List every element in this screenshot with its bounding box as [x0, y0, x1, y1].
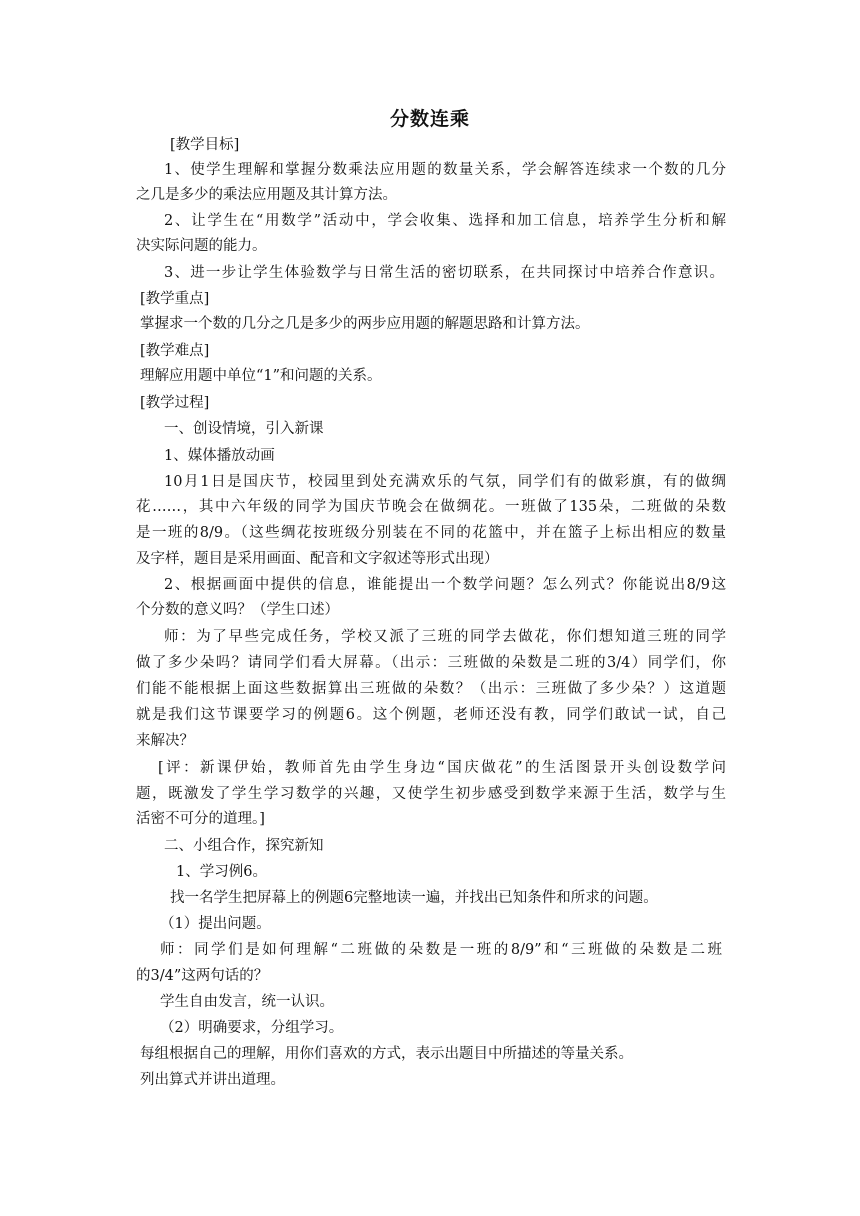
text-line: 的3/4”这两句话的？ [136, 968, 269, 984]
text-line: [教学重点] [140, 291, 210, 307]
text-line: 之几是多少的乘法应用题及其计算方法。 [136, 187, 397, 203]
text-line: 1、使学生理解和掌握分数乘法应用题的数量关系，学会解答连续求一个数的几分 [164, 162, 726, 178]
text-line: 师：为了早些完成任务，学校又派了三班的同学去做花，你们想知道三班的同学 [164, 629, 726, 645]
text-line: 1、媒体播放动画 [164, 448, 275, 464]
text-line: 们能不能根据上面这些数据算出三班做的朵数？（出示：三班做了多少朵？）这道题 [136, 681, 726, 697]
text-line: 个分数的意义吗？（学生口述） [136, 602, 339, 618]
text-line: （1）提出问题。 [160, 916, 271, 932]
text-line: 是一班的8/9。（这些绸花按班级分别装在不同的花篮中，并在篮子上标出相应的数量 [136, 525, 726, 541]
text-line: 活密不可分的道理。] [136, 811, 265, 827]
text-line: [评：新课伊始，教师首先由学生身边“国庆做花”的生活图景开头创设数学问 [158, 760, 726, 776]
text-line: 找一名学生把屏幕上的例题6完整地读一遍，并找出已知条件和所求的问题。 [170, 890, 658, 906]
page-title: 分数连乘 [389, 108, 470, 130]
text-line: [教学目标] [170, 137, 240, 153]
text-line: 学生自由发言，统一认识。 [160, 994, 334, 1010]
text-line: （2）明确要求，分组学习。 [160, 1020, 344, 1036]
text-line: 列出算式并讲出道理。 [140, 1072, 285, 1088]
text-line: 理解应用题中单位“1”和问题的关系。 [140, 368, 382, 384]
text-line: 10月1日是国庆节，校园里到处充满欢乐的气氛，同学们有的做彩旗，有的做绸 [164, 474, 726, 490]
text-line: 3、进一步让学生体验数学与日常生活的密切联系，在共同探讨中培养合作意识。 [164, 265, 724, 281]
text-line: 每组根据自己的理解，用你们喜欢的方式，表示出题目中所描述的等量关系。 [140, 1046, 633, 1062]
text-line: 就是我们这节课要学习的例题6。这个例题，老师还没有教，同学们敢试一试，自己 [136, 707, 726, 723]
text-line: 决实际问题的能力。 [136, 238, 267, 254]
text-line: 2、让学生在“用数学”活动中，学会收集、选择和加工信息，培养学生分析和解 [164, 213, 726, 229]
text-line: 一、创设情境，引入新课 [164, 421, 324, 437]
text-line: 二、小组合作，探究新知 [164, 838, 324, 854]
text-line: 及字样，题目是采用画面、配音和文字叙述等形式出现） [136, 551, 499, 567]
text-line: [教学难点] [140, 343, 210, 359]
text-line: 来解决？ [136, 733, 194, 749]
text-line: 题，既激发了学生学习数学的兴趣，又使学生初步感受到数学来源于生活，数学与生 [136, 786, 726, 802]
text-line: 1、学习例6。 [176, 864, 267, 880]
text-line: 2、根据画面中提供的信息，谁能提出一个数学问题？怎么列式？你能说出8/9这 [164, 577, 726, 593]
text-line: 花……，其中六年级的同学为国庆节晚会在做绸花。一班做了135朵，二班做的朵数 [136, 499, 726, 515]
text-line: 师：同学们是如何理解“二班做的朵数是一班的8/9”和“三班做的朵数是二班 [160, 942, 722, 958]
text-line: 做了多少朵吗？请同学们看大屏幕。（出示：三班做的朵数是二班的3/4）同学们，你 [136, 655, 726, 671]
text-line: [教学过程] [140, 395, 210, 411]
text-line: 掌握求一个数的几分之几是多少的两步应用题的解题思路和计算方法。 [140, 316, 590, 332]
